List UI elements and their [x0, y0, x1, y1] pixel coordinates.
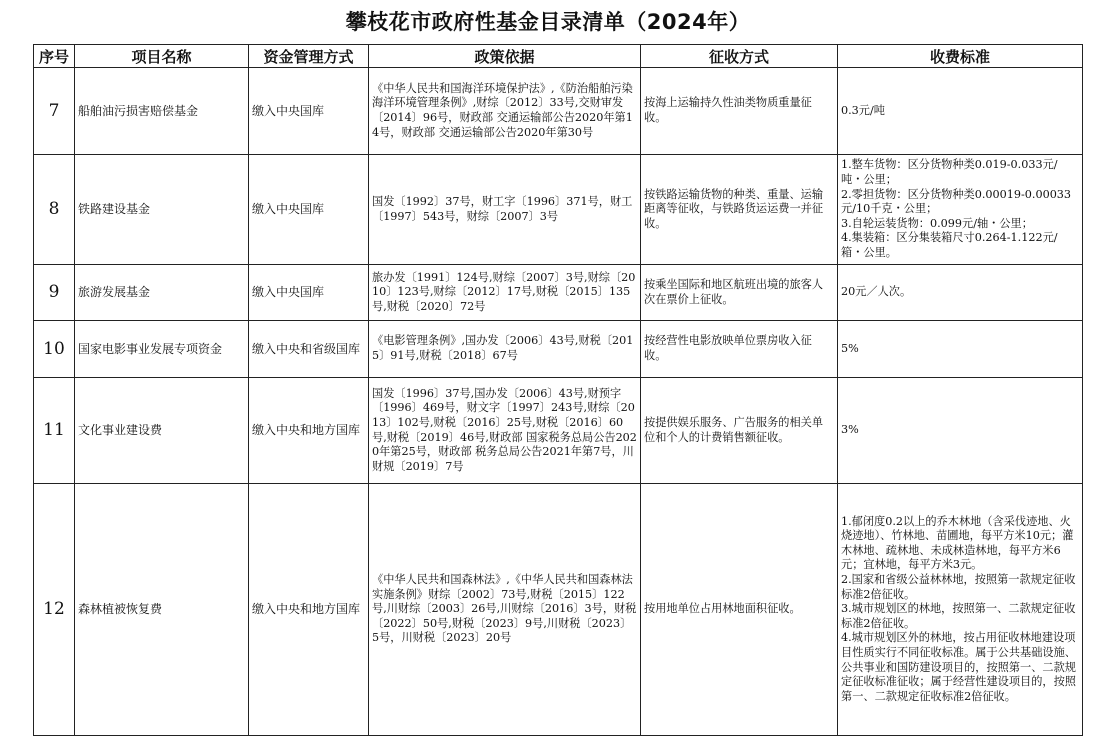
page-title: 攀枝花市政府性基金目录清单（2024年）: [345, 10, 751, 34]
table-row: [34, 321, 1083, 378]
row-mgmt: 缴入中央和地方国库: [249, 484, 369, 736]
row-standard: [838, 265, 1083, 321]
row-standard: [838, 484, 1083, 736]
header-policy: 政策依据: [369, 45, 641, 68]
row-name: 船舶油污损害赔偿基金: [75, 68, 249, 155]
row-no: 12: [34, 484, 75, 736]
row-method: 按海上运输持久性油类物质重量征收。: [641, 68, 838, 155]
table-row: [34, 155, 1083, 265]
header-mgmt: 资金管理方式: [249, 45, 369, 68]
row-no: 11: [34, 378, 75, 484]
row-policy: 旅办发〔1991〕124号,财综〔2007〕3号,财综〔2010〕123号,财综〔2012〕17号,财税〔2015〕135号,财税〔2020〕72号: [369, 265, 641, 321]
header-method: 征收方式: [641, 45, 838, 68]
row-method: 按提供娱乐服务、广告服务的相关单位和个人的计费销售额征收。: [641, 378, 838, 484]
standard-line: 5%: [841, 341, 859, 355]
header-name: 项目名称: [75, 45, 249, 68]
row-standard: [838, 378, 1083, 484]
row-name: 铁路建设基金: [75, 155, 249, 265]
row-name: 旅游发展基金: [75, 265, 249, 321]
table-row: [34, 68, 1083, 155]
row-name: 国家电影事业发展专项资金: [75, 321, 249, 378]
table-row: [34, 484, 1083, 736]
row-standard: [838, 155, 1083, 265]
row-policy: 《中华人民共和国海洋环境保护法》,《防治船舶污染海洋环境管理条例》,财综〔2012〕33号,交财审发〔2014〕96号，财政部 交通运输部公告2020年第14号，财政部 交通运输部公告2020年第30号: [369, 68, 641, 155]
table-header-row: [34, 45, 1083, 68]
standard-line: 1.郁闭度0.2以上的乔木林地（含采伐迹地、火烧迹地）、竹林地、苗圃地，每平方米10元；灌木林地、疏林地、未成林造林地，每平方米6元；宜林地，每平方米3元。: [841, 514, 1074, 572]
row-mgmt: 缴入中央和地方国库: [249, 378, 369, 484]
row-method: 按铁路运输货物的种类、重量、运输距离等征收，与铁路货运运费一并征收。: [641, 155, 838, 265]
row-no: 9: [34, 265, 75, 321]
row-method: 按用地单位占用林地面积征收。: [641, 484, 838, 736]
standard-line: 20元／人次。: [841, 285, 912, 299]
header-no: 序号: [34, 45, 75, 68]
row-method: 按经营性电影放映单位票房收入征收。: [641, 321, 838, 378]
row-no: 10: [34, 321, 75, 378]
row-name: 森林植被恢复费: [75, 484, 249, 736]
table-row: [34, 378, 1083, 484]
standard-line: 0.3元/吨: [841, 103, 885, 117]
standard-line: 2.零担货物：区分货物种类0.00019-0.00033元/10千克・公里；: [841, 187, 1072, 216]
standard-line: 3.自轮运装货物：0.099元/轴・公里；: [841, 216, 1033, 230]
row-policy: 《中华人民共和国森林法》,《中华人民共和国森林法实施条例》财综〔2002〕73号,财税〔2015〕122号,川财综〔2003〕26号,川财综〔2016〕3号，财税〔2022〕50号,财税〔2023〕9号,川财税〔2023〕5号，川财税〔2023〕20号: [369, 484, 641, 736]
row-mgmt: 缴入中央国库: [249, 155, 369, 265]
standard-line: 2.国家和省级公益林林地，按照第一款规定征收标准2倍征收。: [841, 573, 1076, 601]
standard-line: 4.城市规划区外的林地，按占用征收林地建设项目性质实行不同征收标准。属于公共基础设施、公共事业和国防建设项目的，按照第一、二款规定征收标准征收；属于经营性建设项目的，按照第一、二款规定征收标准2倍征收。: [841, 631, 1076, 703]
row-name: 文化事业建设费: [75, 378, 249, 484]
fund-catalog-table: [33, 44, 1083, 736]
row-mgmt: 缴入中央和省级国库: [249, 321, 369, 378]
row-mgmt: 缴入中央国库: [249, 265, 369, 321]
table-row: [34, 265, 1083, 321]
row-policy: 国发〔1996〕37号,国办发〔2006〕43号,财预字〔1996〕469号，财文字〔1997〕243号,财综〔2013〕102号,财税〔2016〕25号,财税〔2016〕60号,财税〔2019〕46号,财政部 国家税务总局公告2020年第25号，财政部 税务总局公告2021年第7号，川财规〔2019〕7号: [369, 378, 641, 484]
row-standard: [838, 68, 1083, 155]
row-no: 8: [34, 155, 75, 265]
row-standard: [838, 321, 1083, 378]
row-mgmt: 缴入中央国库: [249, 68, 369, 155]
row-policy: 国发〔1992〕37号，财工字〔1996〕371号，财工〔1997〕543号，财综〔2007〕3号: [369, 155, 641, 265]
row-policy: 《电影管理条例》,国办发〔2006〕43号,财税〔2015〕91号,财税〔2018〕67号: [369, 321, 641, 378]
header-standard: 收费标准: [838, 45, 1083, 68]
standard-line: 3.城市规划区的林地，按照第一、二款规定征收标准2倍征收。: [841, 602, 1076, 630]
standard-line: 1.整车货物：区分货物种类0.019-0.033元/吨・公里；: [841, 158, 1058, 187]
row-no: 7: [34, 68, 75, 155]
standard-line: 4.集装箱：区分集装箱尺寸0.264-1.122元/箱・公里。: [841, 231, 1058, 259]
standard-line: 3%: [841, 423, 859, 437]
row-method: 按乘坐国际和地区航班出境的旅客人次在票价上征收。: [641, 265, 838, 321]
